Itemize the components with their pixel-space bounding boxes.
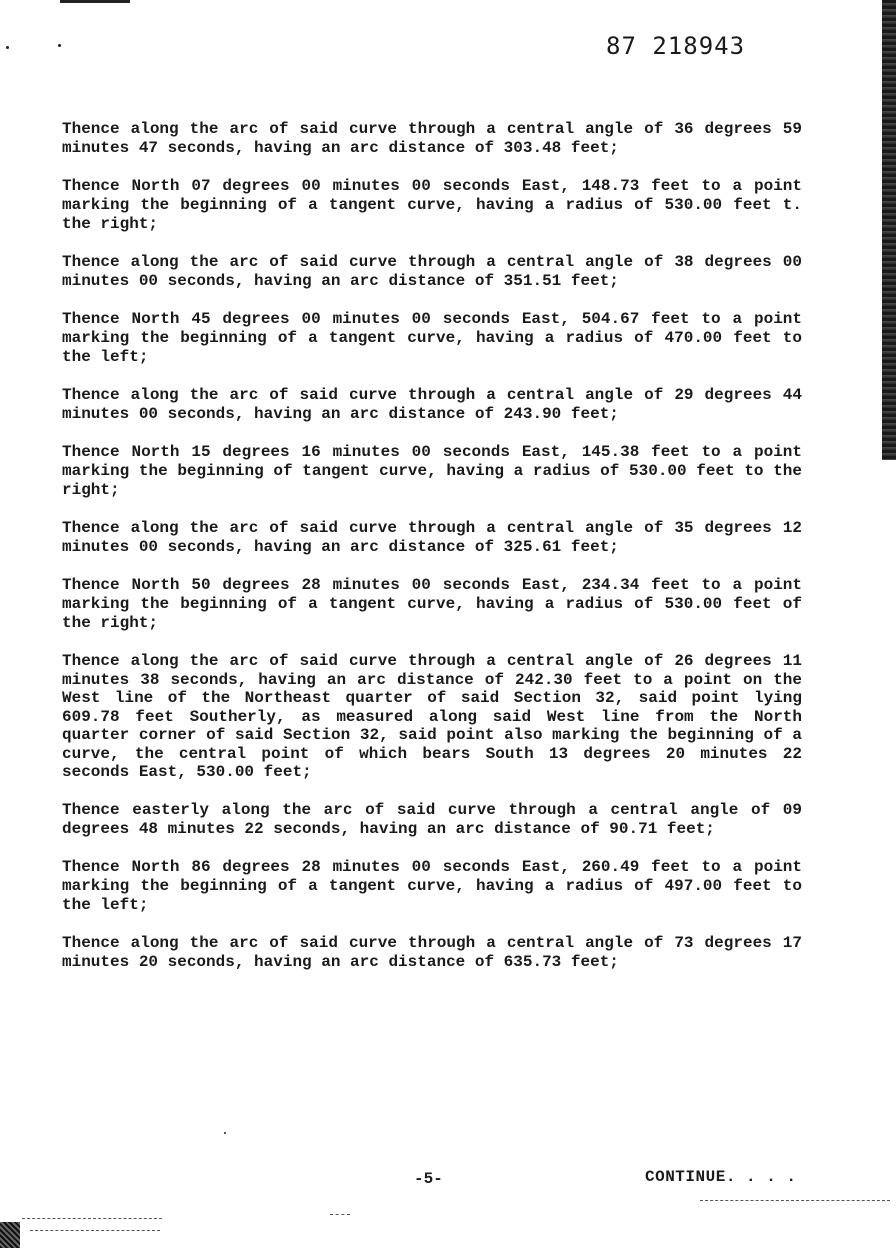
paragraph: Thence along the arc of said curve through a central angle of 35 degrees 12 minutes 00 seconds, having an arc distance of 325.61 feet;: [62, 519, 802, 556]
scan-speck: [58, 44, 61, 47]
paragraph: Thence North 50 degrees 28 minutes 00 seconds East, 234.34 feet to a point marking the beginning of a tangent curve, having a radius of 530.00 feet of the right;: [62, 576, 802, 632]
legal-description-body: [62, 120, 802, 991]
scan-edge-artifact: [882, 0, 896, 460]
scan-noise-line: [330, 1214, 350, 1216]
paragraph: Thence along the arc of said curve through a central angle of 29 degrees 44 minutes 00 seconds, having an arc distance of 243.90 feet;: [62, 386, 802, 423]
paragraph: Thence along the arc of said curve through a central angle of 73 degrees 17 minutes 20 seconds, having an arc distance of 635.73 feet;: [62, 933, 802, 971]
continue-label: CONTINUE. . . .: [645, 1168, 797, 1186]
paragraph: Thence North 45 degrees 00 minutes 00 seconds East, 504.67 feet to a point marking the beginning of a tangent curve, having a radius of 470.00 feet to the left;: [62, 310, 802, 366]
scan-noise-line: [30, 1230, 160, 1232]
scan-top-artifact: [60, 0, 130, 3]
document-number: 87 218943: [606, 32, 746, 60]
scan-noise-line: [22, 1218, 162, 1220]
page-number: -5-: [414, 1170, 443, 1188]
paragraph: Thence along the arc of said curve through a central angle of 36 degrees 59 minutes 47 seconds, having an arc distance of 303.48 feet;: [62, 120, 802, 157]
scan-speck: [6, 46, 9, 49]
paragraph: Thence easterly along the arc of said curve through a central angle of 09 degrees 48 minutes 22 seconds, having an arc distance of 90.71 feet;: [62, 800, 802, 838]
paragraph: Thence along the arc of said curve through a central angle of 26 degrees 11 minutes 38 seconds, having an arc distance of 242.30 feet to a point on the West line of the Northeast quarter of said Section 32, said point lying 609.78 feet Southerly, as measured along said West line from the North quarter corner of said Section 32, said point also marking the beginning of a curve, the central point of which bears South 13 degrees 20 minutes 22 seconds East, 530.00 feet;: [62, 652, 802, 781]
scan-noise-line: [700, 1200, 890, 1202]
paragraph: Thence North 07 degrees 00 minutes 00 seconds East, 148.73 feet to a point marking the beginning of a tangent curve, having a radius of 530.00 feet t. the right;: [62, 177, 802, 233]
paragraph: Thence along the arc of said curve through a central angle of 38 degrees 00 minutes 00 seconds, having an arc distance of 351.51 feet;: [62, 253, 802, 290]
scan-speck: [224, 1132, 226, 1134]
paragraph: Thence North 86 degrees 28 minutes 00 seconds East, 260.49 feet to a point marking the beginning of a tangent curve, having a radius of 497.00 feet to the left;: [62, 857, 802, 914]
scan-corner-artifact: [0, 1222, 20, 1248]
paragraph: Thence North 15 degrees 16 minutes 00 seconds East, 145.38 feet to a point marking the beginning of tangent curve, having a radius of 530.00 feet to the right;: [62, 443, 802, 499]
